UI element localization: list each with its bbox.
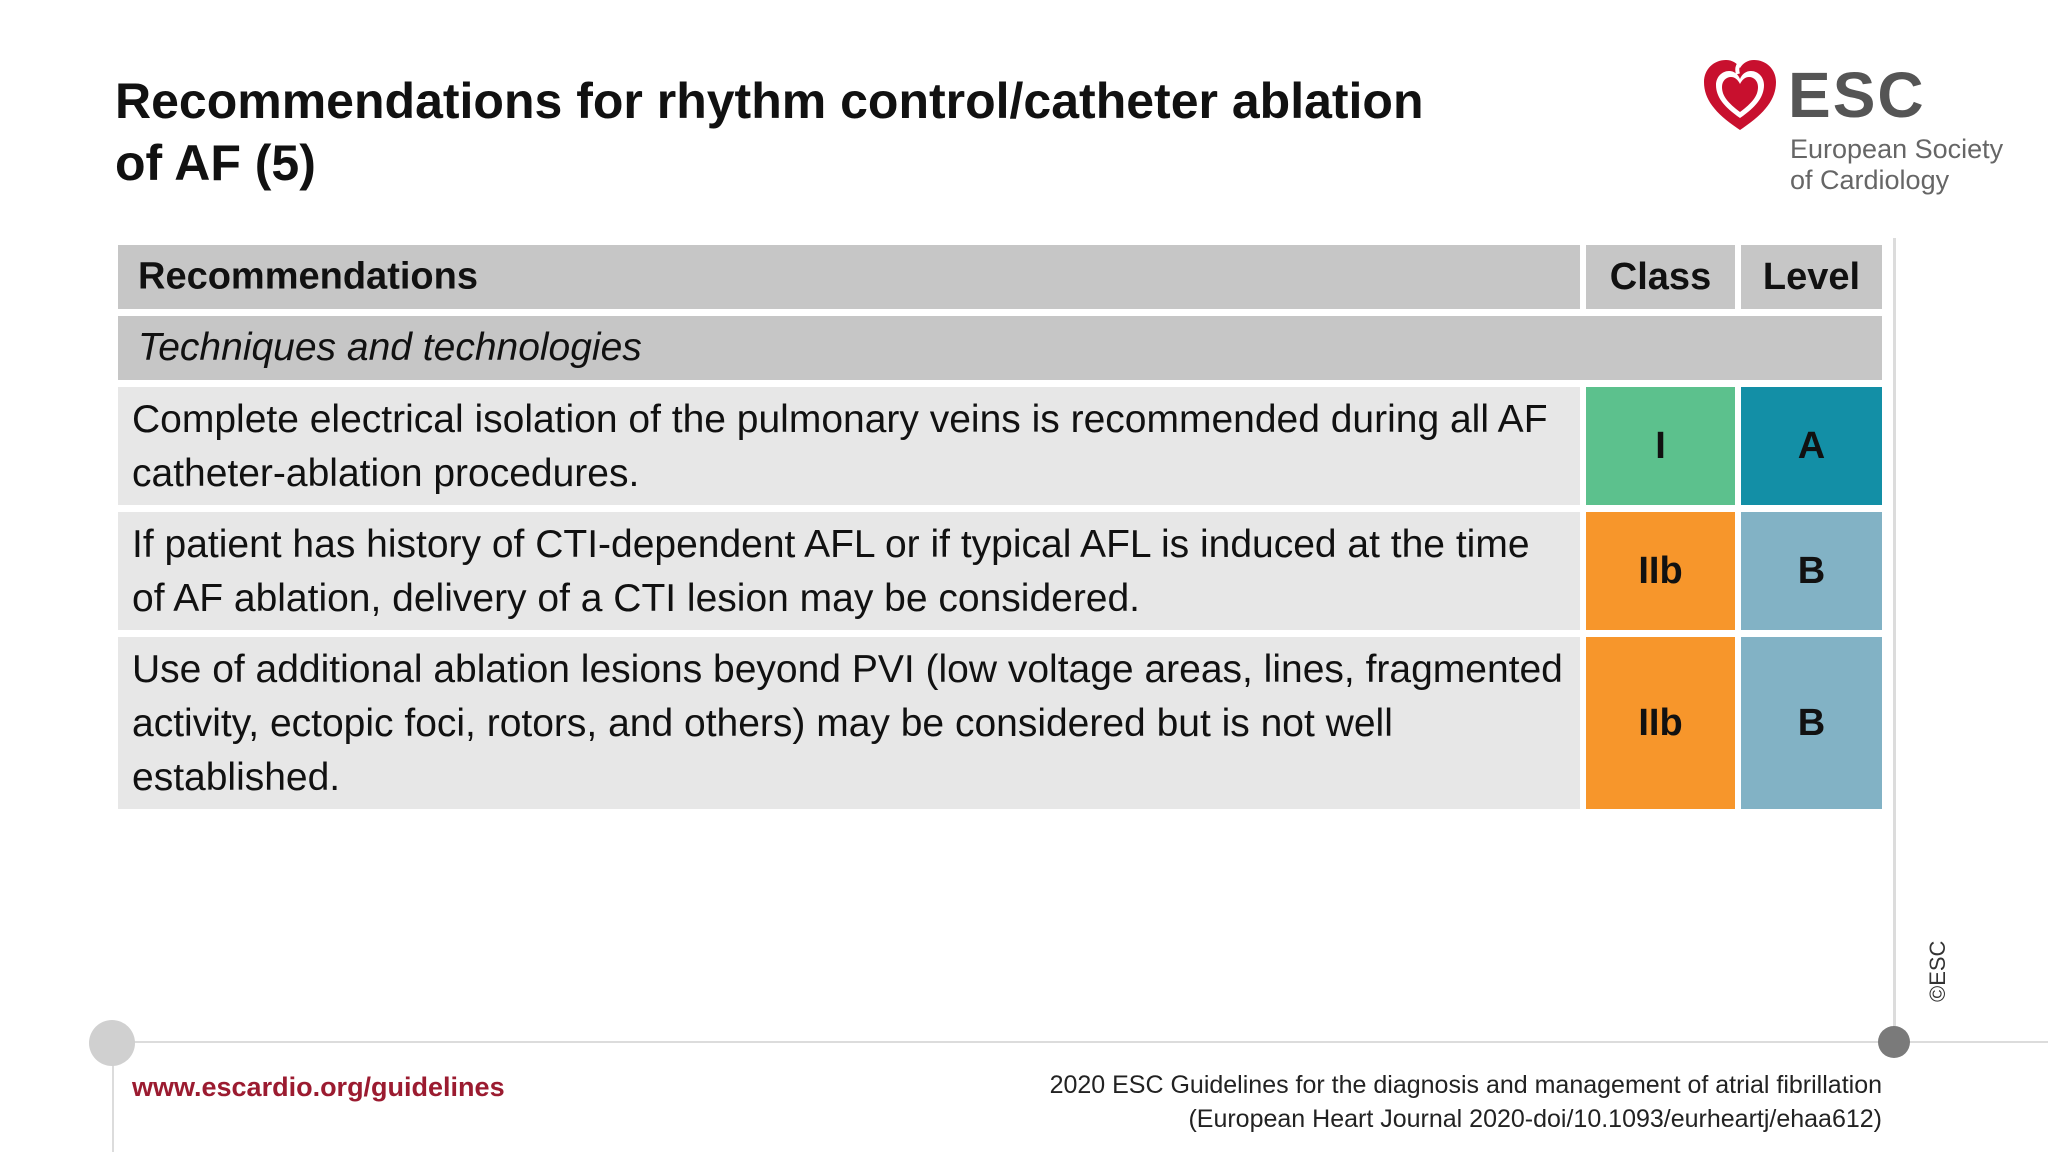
footer-dot-left	[89, 1020, 135, 1066]
logo-wordmark: ESC	[1788, 59, 1926, 131]
header-class: Class	[1586, 245, 1735, 309]
footer-divider	[112, 1041, 2048, 1043]
class-badge: IIb	[1586, 637, 1735, 809]
copyright-label: ©ESC	[1925, 940, 1950, 1002]
class-badge: IIb	[1586, 512, 1735, 630]
table-row	[118, 387, 1882, 505]
table-header-row	[118, 245, 1882, 309]
citation: 2020 ESC Guidelines for the diagnosis and management of atrial fibrillation (European Heart Journal 2020-doi/10.1093/eurheartj/ehaa612)	[1049, 1071, 1882, 1133]
header-level: Level	[1741, 245, 1882, 309]
recommendation-text: Complete electrical isolation of the pulmonary veins is recommended during all AF catheter-ablation procedures.	[118, 387, 1580, 505]
footer-dot-right	[1878, 1026, 1910, 1058]
esc-logo	[1700, 56, 2020, 206]
recommendation-text: Use of additional ablation lesions beyond PVI (low voltage areas, lines, fragmented activity, ectopic foci, rotors, and others) may be considered but is not well established.	[118, 637, 1580, 809]
logo-subtitle: European Society of Cardiology	[1790, 134, 2004, 195]
section-row	[118, 316, 1882, 380]
table-row	[118, 512, 1882, 630]
right-divider	[1893, 238, 1896, 1038]
recommendation-text: If patient has history of CTI-dependent AFL or if typical AFL is induced at the time of AF ablation, delivery of a CTI lesion may be considered.	[118, 512, 1580, 630]
level-badge: B	[1741, 512, 1882, 630]
slide-title	[115, 70, 1515, 194]
title-line-1: Recommendations for rhythm control/catheter ablation	[115, 73, 1424, 129]
guidelines-link[interactable]: www.escardio.org/guidelines	[132, 1072, 505, 1102]
level-badge: A	[1741, 387, 1882, 505]
title-line-2: of AF (5)	[115, 135, 316, 191]
table-row	[118, 637, 1882, 809]
class-badge: I	[1586, 387, 1735, 505]
section-heading: Techniques and technologies	[118, 316, 1882, 380]
level-badge: B	[1741, 637, 1882, 809]
heart-icon	[1700, 56, 1780, 136]
header-recommendations: Recommendations	[118, 245, 1580, 309]
